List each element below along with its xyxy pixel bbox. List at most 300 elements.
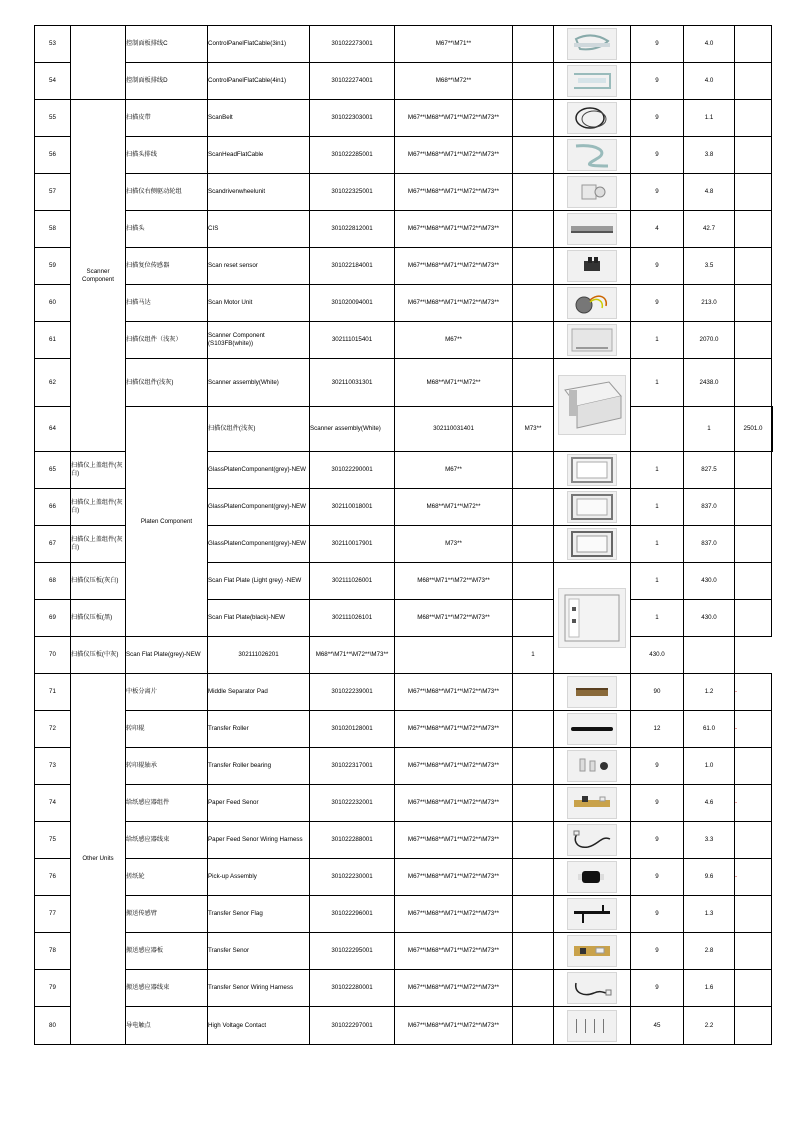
- part-photo: [554, 63, 631, 100]
- price: 2501.0: [735, 407, 772, 452]
- flag-icon: [567, 898, 617, 930]
- english-name: Pick-up Assembly: [208, 859, 310, 896]
- table-row: [35, 637, 773, 674]
- blank-cell: [513, 63, 554, 100]
- note: [735, 26, 772, 63]
- quantity: 9: [631, 285, 684, 322]
- note: [735, 452, 772, 489]
- quantity: 9: [631, 26, 684, 63]
- note: [735, 1007, 772, 1045]
- model-list: M68**\M71**\M72**: [395, 359, 513, 407]
- note: -: [735, 785, 772, 822]
- part-code: 302110017901: [310, 526, 395, 563]
- part-photo: [554, 359, 631, 452]
- row-number: 57: [35, 174, 71, 211]
- part-photo: [554, 285, 631, 322]
- quantity: 1: [631, 452, 684, 489]
- price: 837.0: [684, 526, 735, 563]
- group-label: Other Units: [71, 674, 126, 1045]
- row-number: 77: [35, 896, 71, 933]
- quantity: 9: [631, 63, 684, 100]
- part-photo: [554, 137, 631, 174]
- cable-icon: [567, 65, 617, 97]
- row-number: 59: [35, 248, 71, 285]
- model-list: M67**\M68**\M71**\M72**\M73**: [395, 248, 513, 285]
- part-code: 302110018001: [310, 489, 395, 526]
- quantity: 1: [631, 600, 684, 637]
- note: [735, 563, 772, 600]
- blank-cell: [513, 970, 554, 1007]
- row-number: 73: [35, 748, 71, 785]
- part-photo: [554, 489, 631, 526]
- note: [735, 248, 772, 285]
- english-name: Scan Flat Plate(black)-NEW: [208, 600, 310, 637]
- table-row: [35, 896, 773, 933]
- price: 61.0: [684, 711, 735, 748]
- chinese-name: 搬送感应器板: [126, 933, 208, 970]
- frame-icon: [567, 454, 617, 486]
- blank-cell: [513, 822, 554, 859]
- blank-cell: [513, 526, 554, 563]
- model-list: M67**\M68**\M71**\M72**\M73**: [395, 285, 513, 322]
- model-list: M68**\M71**\M72**\M73**: [310, 637, 395, 674]
- parts-table: [34, 25, 773, 1045]
- table-row: [35, 1007, 773, 1045]
- table-row: [35, 711, 773, 748]
- row-number: 78: [35, 933, 71, 970]
- table-row: [35, 322, 773, 359]
- model-list: M68**\M72**: [395, 63, 513, 100]
- roller-icon: [567, 713, 617, 745]
- part-photo: [554, 526, 631, 563]
- quantity: 1: [631, 526, 684, 563]
- note: [735, 748, 772, 785]
- model-list: M68**\M71**\M72**\M73**: [395, 563, 513, 600]
- part-photo: [554, 174, 631, 211]
- row-number: 79: [35, 970, 71, 1007]
- note: [772, 407, 773, 452]
- frame-icon: [567, 528, 617, 560]
- part-code: 301020094001: [310, 285, 395, 322]
- blank-cell: [513, 359, 554, 407]
- pickup-roller-icon: [567, 861, 617, 893]
- english-name: Scanner assembly(White): [208, 359, 310, 407]
- chinese-name: 扫描仪上盖组件(灰白): [71, 489, 126, 526]
- quantity: 1: [631, 359, 684, 407]
- english-name: Scan reset sensor: [208, 248, 310, 285]
- quantity: 9: [631, 859, 684, 896]
- row-number: 67: [35, 526, 71, 563]
- part-code: 302111026201: [208, 637, 310, 674]
- chinese-name: 控制面板排线C: [126, 26, 208, 63]
- note: [735, 970, 772, 1007]
- quantity: 9: [631, 748, 684, 785]
- chinese-name: 转印辊: [126, 711, 208, 748]
- row-number: 58: [35, 211, 71, 248]
- part-code: 301022290001: [310, 452, 395, 489]
- quantity: 9: [631, 785, 684, 822]
- part-code: 301022296001: [310, 896, 395, 933]
- quantity: 9: [631, 100, 684, 137]
- model-list: M67**\M68**\M71**\M72**\M73**: [395, 822, 513, 859]
- price: 4.8: [684, 174, 735, 211]
- quantity: 4: [631, 211, 684, 248]
- part-code: 301022273001: [310, 26, 395, 63]
- bearing-icon: [567, 750, 617, 782]
- model-list: M67**\M68**\M71**\M72**\M73**: [395, 933, 513, 970]
- note: [735, 174, 772, 211]
- chinese-name: 扫描仪右侧驱动轮组: [126, 174, 208, 211]
- note: -: [735, 711, 772, 748]
- english-name: Scan Flat Plate (Light grey) -NEW: [208, 563, 310, 600]
- row-number: 72: [35, 711, 71, 748]
- model-list: M67**\M68**\M71**\M72**\M73**: [395, 137, 513, 174]
- quantity: 9: [631, 896, 684, 933]
- model-list: M67**: [395, 322, 513, 359]
- english-name: Transfer Senor Flag: [208, 896, 310, 933]
- blank-cell: [513, 452, 554, 489]
- english-name: CIS: [208, 211, 310, 248]
- part-code: 301022295001: [310, 933, 395, 970]
- flat-plate-icon: [558, 588, 626, 648]
- table-row: [35, 785, 773, 822]
- contact-pins-icon: [567, 1010, 617, 1042]
- table-row: [35, 26, 773, 63]
- group-label: Scanner Component: [71, 100, 126, 452]
- part-photo: [554, 896, 631, 933]
- price: 827.5: [684, 452, 735, 489]
- part-photo: [554, 822, 631, 859]
- table-row: [35, 859, 773, 896]
- row-number: 80: [35, 1007, 71, 1045]
- quantity: 9: [631, 174, 684, 211]
- chinese-name: 扫描仪压板(灰白): [71, 563, 126, 600]
- bar-icon: [567, 213, 617, 245]
- english-name: ScanHeadFlatCable: [208, 137, 310, 174]
- note: [735, 896, 772, 933]
- price: 430.0: [684, 600, 735, 637]
- row-number: 54: [35, 63, 71, 100]
- pad-icon: [567, 676, 617, 708]
- row-number: 66: [35, 489, 71, 526]
- english-name: GlassPlatenComponent(grey)-NEW: [208, 452, 310, 489]
- pcb-icon: [567, 935, 617, 967]
- part-photo: [554, 26, 631, 63]
- model-list: M68**\M71**\M72**\M73**: [395, 600, 513, 637]
- row-number: 65: [35, 452, 71, 489]
- blank-cell: [513, 896, 554, 933]
- part-photo: [554, 785, 631, 822]
- table-row: [35, 211, 773, 248]
- blank-cell: [513, 322, 554, 359]
- row-number: 60: [35, 285, 71, 322]
- scanner-icon: [567, 324, 617, 356]
- part-photo: [554, 211, 631, 248]
- english-name: Paper Feed Senor: [208, 785, 310, 822]
- price: 42.7: [684, 211, 735, 248]
- part-code: 301022317001: [310, 748, 395, 785]
- part-code: 301022812001: [310, 211, 395, 248]
- price: 430.0: [631, 637, 684, 674]
- motor-icon: [567, 287, 617, 319]
- price: 2.2: [684, 1007, 735, 1045]
- group-cell-empty: [71, 26, 126, 100]
- chinese-name: 给纸感应器组件: [126, 785, 208, 822]
- chinese-name: 搬送感应器线束: [126, 970, 208, 1007]
- price: 1.2: [684, 674, 735, 711]
- model-list: M67**\M68**\M71**\M72**\M73**: [395, 674, 513, 711]
- row-number: 53: [35, 26, 71, 63]
- model-list: M67**\M71**: [395, 26, 513, 63]
- part-code: 301022325001: [310, 174, 395, 211]
- model-list: M67**\M68**\M71**\M72**\M73**: [395, 211, 513, 248]
- chinese-name: 控制面板排线D: [126, 63, 208, 100]
- table-row: [35, 248, 773, 285]
- quantity: 1: [631, 489, 684, 526]
- price: 3.5: [684, 248, 735, 285]
- cable-icon: [567, 28, 617, 60]
- pcb-icon: [567, 787, 617, 819]
- scanner-assembly-icon: [558, 375, 626, 435]
- part-code: 301020128001: [310, 711, 395, 748]
- row-number: 71: [35, 674, 71, 711]
- quantity: 1: [684, 407, 735, 452]
- price: 3.8: [684, 137, 735, 174]
- quantity: 1: [513, 637, 554, 674]
- wheel-unit-icon: [567, 176, 617, 208]
- model-list: M67**\M68**\M71**\M72**\M73**: [395, 859, 513, 896]
- blank-cell: [513, 174, 554, 211]
- note: -: [735, 674, 772, 711]
- note: [735, 933, 772, 970]
- table-row: [35, 63, 773, 100]
- quantity: 12: [631, 711, 684, 748]
- blank-cell: [513, 100, 554, 137]
- blank-cell: [513, 711, 554, 748]
- blank-cell: [513, 211, 554, 248]
- part-code: 301022285001: [310, 137, 395, 174]
- part-code: 301022297001: [310, 1007, 395, 1045]
- english-name: GlassPlatenComponent(grey)-NEW: [208, 489, 310, 526]
- model-list: M73**: [395, 526, 513, 563]
- model-list: M68**\M71**\M72**: [395, 489, 513, 526]
- note: [735, 526, 772, 563]
- english-name: High Voltage Contact: [208, 1007, 310, 1045]
- english-name: Transfer Roller: [208, 711, 310, 748]
- blank-cell: [513, 785, 554, 822]
- blank-cell: [513, 600, 554, 637]
- blank-cell: [631, 407, 684, 452]
- price: 2438.0: [684, 359, 735, 407]
- chinese-name: 扫描皮带: [126, 100, 208, 137]
- quantity: 9: [631, 933, 684, 970]
- part-code: 301022184001: [310, 248, 395, 285]
- row-number: 55: [35, 100, 71, 137]
- part-photo: [554, 970, 631, 1007]
- chinese-name: 搓纸轮: [126, 859, 208, 896]
- english-name: ControlPanelFlatCable(4in1): [208, 63, 310, 100]
- note: [735, 211, 772, 248]
- part-code: 301022232001: [310, 785, 395, 822]
- price: 4.0: [684, 26, 735, 63]
- quantity: 9: [631, 248, 684, 285]
- english-name: GlassPlatenComponent(grey)-NEW: [208, 526, 310, 563]
- chinese-name: 扫描仪上盖组件(灰白): [71, 452, 126, 489]
- table-row: [35, 100, 773, 137]
- quantity: 9: [631, 137, 684, 174]
- chinese-name: 扫描仪组件(浅灰): [126, 359, 208, 407]
- english-name: Scanner Component (S103FB(white)): [208, 322, 310, 359]
- part-photo: [554, 322, 631, 359]
- row-number: 70: [35, 637, 71, 674]
- chinese-name: 搬送传感臂: [126, 896, 208, 933]
- blank-cell: [395, 637, 513, 674]
- english-name: Scan Flat Plate(grey)-NEW: [126, 637, 208, 674]
- part-code: 301022274001: [310, 63, 395, 100]
- belt-icon: [567, 102, 617, 134]
- harness-icon: [567, 824, 617, 856]
- price: 213.0: [684, 285, 735, 322]
- part-code: 301022239001: [310, 674, 395, 711]
- quantity: 1: [631, 322, 684, 359]
- row-number: 75: [35, 822, 71, 859]
- part-photo: [554, 674, 631, 711]
- table-row: [35, 822, 773, 859]
- part-code: 302111026001: [310, 563, 395, 600]
- chinese-name: 扫描复位传感器: [126, 248, 208, 285]
- price: 3.3: [684, 822, 735, 859]
- table-row: [35, 285, 773, 322]
- chinese-name: 给纸感应器线束: [126, 822, 208, 859]
- english-name: Paper Feed Senor Wiring Harness: [208, 822, 310, 859]
- blank-cell: [513, 137, 554, 174]
- price: 1.6: [684, 970, 735, 1007]
- note: [735, 489, 772, 526]
- table-row: [35, 174, 773, 211]
- english-name: Transfer Senor: [208, 933, 310, 970]
- row-number: 69: [35, 600, 71, 637]
- note: [735, 359, 772, 407]
- chinese-name: 扫描马达: [126, 285, 208, 322]
- model-list: M67**\M68**\M71**\M72**\M73**: [395, 748, 513, 785]
- part-photo: [554, 711, 631, 748]
- row-number: 74: [35, 785, 71, 822]
- price: 837.0: [684, 489, 735, 526]
- note: -: [735, 859, 772, 896]
- table-row: [35, 137, 773, 174]
- harness-icon: [567, 972, 617, 1004]
- row-number: 62: [35, 359, 71, 407]
- english-name: Scandrivenwheelunit: [208, 174, 310, 211]
- blank-cell: [513, 674, 554, 711]
- table-row: [35, 748, 773, 785]
- part-photo: [554, 859, 631, 896]
- quantity: 45: [631, 1007, 684, 1045]
- table-row: [35, 407, 773, 452]
- english-name: ControlPanelFlatCable(3in1): [208, 26, 310, 63]
- blank-cell: [513, 933, 554, 970]
- part-photo: [554, 452, 631, 489]
- price: 2.8: [684, 933, 735, 970]
- note: [735, 600, 772, 637]
- quantity: 9: [631, 970, 684, 1007]
- chinese-name: 扫描仪组件（浅灰）: [126, 322, 208, 359]
- chinese-name: 扫描头排线: [126, 137, 208, 174]
- chinese-name: 导电触点: [126, 1007, 208, 1045]
- part-photo: [554, 100, 631, 137]
- part-code: 302111026101: [310, 600, 395, 637]
- sensor-icon: [567, 250, 617, 282]
- note: [735, 100, 772, 137]
- part-photo: [554, 748, 631, 785]
- note: [735, 285, 772, 322]
- model-list: M67**\M68**\M71**\M72**\M73**: [395, 100, 513, 137]
- part-code: 302110031301: [310, 359, 395, 407]
- chinese-name: 扫描头: [126, 211, 208, 248]
- model-list: M67**\M68**\M71**\M72**\M73**: [395, 785, 513, 822]
- part-photo: [554, 933, 631, 970]
- price: 1.0: [684, 748, 735, 785]
- chinese-name: 扫描仪组件(浅灰): [208, 407, 310, 452]
- blank-cell: [513, 1007, 554, 1045]
- group-label: Platen Component: [126, 407, 208, 637]
- part-photo: [554, 248, 631, 285]
- note: [735, 822, 772, 859]
- quantity: 1: [631, 563, 684, 600]
- english-name: Transfer Roller bearing: [208, 748, 310, 785]
- model-list: M67**: [395, 452, 513, 489]
- blank-cell: [513, 26, 554, 63]
- price: 1.1: [684, 100, 735, 137]
- price: 9.6: [684, 859, 735, 896]
- part-code: 302110031401: [395, 407, 513, 452]
- quantity: 90: [631, 674, 684, 711]
- price: 2070.0: [684, 322, 735, 359]
- part-photo: [554, 563, 631, 674]
- chinese-name: 扫描仪压板(黑): [71, 600, 126, 637]
- english-name: Scanner assembly(White): [310, 407, 395, 452]
- blank-cell: [513, 285, 554, 322]
- blank-cell: [513, 248, 554, 285]
- part-code: 301022288001: [310, 822, 395, 859]
- row-number: 68: [35, 563, 71, 600]
- table-row: [35, 970, 773, 1007]
- row-number: 56: [35, 137, 71, 174]
- note: [735, 322, 772, 359]
- frame-icon: [567, 491, 617, 523]
- note: [684, 637, 735, 674]
- model-list: M67**\M68**\M71**\M72**\M73**: [395, 174, 513, 211]
- blank-cell: [513, 489, 554, 526]
- price: 4.6: [684, 785, 735, 822]
- price: 4.0: [684, 63, 735, 100]
- row-number: 64: [35, 407, 71, 452]
- chinese-name: 扫描仪压板(中灰): [71, 637, 126, 674]
- row-number: 61: [35, 322, 71, 359]
- price: 430.0: [684, 563, 735, 600]
- cable-icon: [567, 139, 617, 171]
- blank-cell: [513, 563, 554, 600]
- model-list: M67**\M68**\M71**\M72**\M73**: [395, 711, 513, 748]
- part-code: 301022230001: [310, 859, 395, 896]
- note: [735, 137, 772, 174]
- chinese-name: 扫描仪上盖组件(灰白): [71, 526, 126, 563]
- note: [735, 63, 772, 100]
- english-name: ScanBelt: [208, 100, 310, 137]
- part-code: 301022303001: [310, 100, 395, 137]
- english-name: Middle Separator Pad: [208, 674, 310, 711]
- price: 1.3: [684, 896, 735, 933]
